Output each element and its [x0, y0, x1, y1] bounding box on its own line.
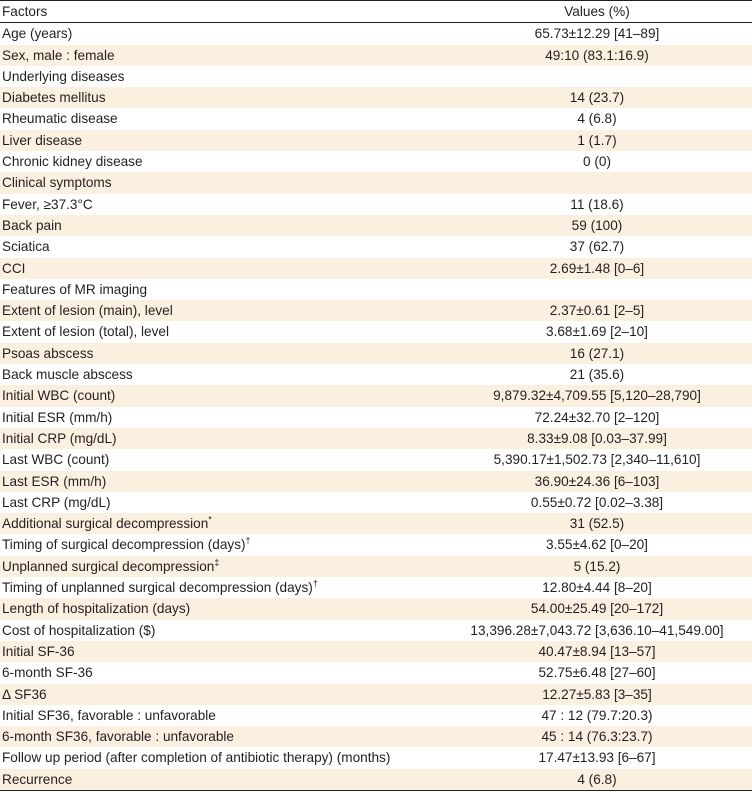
value-cell: 45 : 14 (76.3:23.7)	[541, 729, 653, 745]
value-cell: 47 : 12 (79.7:20.3)	[541, 707, 653, 723]
table-row	[0, 321, 752, 342]
factor-cell	[0, 407, 440, 428]
factor-label: Initial CRP (mg/dL)	[2, 430, 117, 446]
factor-label: Last WBC (count)	[2, 452, 110, 468]
factor-cell	[0, 620, 440, 641]
factor-cell	[0, 45, 440, 66]
factor-cell	[0, 471, 440, 492]
value-cell	[440, 279, 752, 300]
factor-label: CCI	[2, 260, 26, 276]
table-row	[0, 641, 752, 662]
factor-cell	[0, 641, 440, 662]
factor-cell	[0, 556, 440, 577]
factor-cell	[0, 684, 440, 705]
factor-label: Sciatica	[2, 239, 50, 255]
value-cell	[440, 172, 752, 193]
table-row	[0, 513, 752, 534]
table-row	[0, 87, 752, 108]
factor-cell	[0, 236, 440, 257]
factor-cell	[0, 108, 440, 129]
footnote-marker: †	[245, 535, 251, 546]
factor-label: Extent of lesion (main), level	[2, 303, 173, 319]
factor-label: Timing of unplanned surgical decompression (days)	[2, 580, 313, 596]
factor-label: Initial ESR (mm/h)	[2, 409, 113, 425]
factor-label: Clinical symptoms	[2, 175, 112, 191]
factor-cell	[0, 513, 440, 534]
factor-label: 6-month SF-36	[2, 665, 93, 681]
header-values: Values (%)	[440, 1, 752, 23]
value-cell: 0 (0)	[583, 154, 611, 170]
table-row	[0, 492, 752, 513]
factor-cell	[0, 747, 440, 768]
value-cell: 13,396.28±7,043.72 [3,636.10–41,549.00]	[470, 622, 724, 638]
factor-cell	[0, 492, 440, 513]
factor-cell	[0, 321, 440, 342]
value-cell: 14 (23.7)	[569, 90, 625, 106]
factor-label: Length of hospitalization (days)	[2, 601, 191, 617]
factor-label: Extent of lesion (total), level	[2, 324, 169, 340]
table-row	[0, 300, 752, 321]
value-cell: 49:10 (83.1:16.9)	[545, 47, 649, 63]
factor-cell	[0, 364, 440, 385]
factor-label: 6-month SF36, favorable : unfavorable	[2, 729, 234, 745]
factor-label: Back muscle abscess	[2, 367, 133, 383]
table-row	[0, 534, 752, 555]
table-row	[0, 428, 752, 449]
factor-label: Additional surgical decompression	[2, 516, 209, 532]
factor-label: Cost of hospitalization ($)	[2, 622, 156, 638]
table-row	[0, 23, 752, 45]
table-row	[0, 236, 752, 257]
factor-cell	[0, 151, 440, 172]
table-row	[0, 45, 752, 66]
factor-cell	[0, 66, 440, 87]
factor-label: Diabetes mellitus	[2, 90, 106, 106]
table-row	[0, 620, 752, 641]
value-cell: 1 (1.7)	[577, 132, 617, 148]
value-cell: 31 (52.5)	[569, 516, 625, 532]
table-row	[0, 726, 752, 747]
value-cell: 17.47±13.93 [6–67]	[538, 750, 656, 766]
factor-cell	[0, 194, 440, 215]
table-row	[0, 258, 752, 279]
footnote-marker: †	[312, 578, 318, 589]
value-cell: 40.47±8.94 [13–57]	[538, 643, 656, 659]
value-cell: 3.68±1.69 [2–10]	[546, 324, 648, 340]
value-cell: 16 (27.1)	[569, 345, 625, 361]
table-row	[0, 449, 752, 470]
factor-label: Psoas abscess	[2, 345, 94, 361]
factor-cell	[0, 598, 440, 619]
factor-cell	[0, 534, 440, 555]
table-row	[0, 705, 752, 726]
table-row	[0, 279, 752, 300]
value-cell: 36.90±24.36 [6–103]	[534, 473, 660, 489]
factor-label: Underlying diseases	[2, 68, 125, 84]
factor-label: Last ESR (mm/h)	[2, 473, 107, 489]
factor-cell	[0, 449, 440, 470]
value-cell: 5,390.17±1,502.73 [2,340–11,610]	[493, 452, 701, 468]
value-cell: 2.69±1.48 [0–6]	[549, 260, 645, 276]
table-row	[0, 364, 752, 385]
factor-cell	[0, 23, 440, 45]
value-cell: 72.24±32.70 [2–120]	[534, 409, 660, 425]
value-cell: 4 (6.8)	[577, 111, 617, 127]
factor-label: Fever, ≥37.3°C	[2, 196, 93, 212]
value-cell: 21 (35.6)	[569, 367, 625, 383]
table-row	[0, 684, 752, 705]
factor-label: Follow up period (after completion of antibiotic therapy) (months)	[2, 750, 391, 766]
value-cell: 52.75±6.48 [27–60]	[538, 665, 656, 681]
factor-label: Liver disease	[2, 132, 83, 148]
factor-cell	[0, 662, 440, 683]
table-row	[0, 108, 752, 129]
value-cell: 9,879.32±4,709.55 [5,120–28,790]	[493, 388, 701, 404]
factor-label: Timing of surgical decompression (days)	[2, 537, 246, 553]
factor-cell	[0, 279, 440, 300]
table-body	[0, 23, 752, 791]
table-row	[0, 385, 752, 406]
table-row	[0, 471, 752, 492]
footnote-marker: ‡	[214, 557, 220, 568]
table-row	[0, 598, 752, 619]
table-row	[0, 747, 752, 768]
table-row	[0, 556, 752, 577]
factor-cell	[0, 343, 440, 364]
factor-label: Chronic kidney disease	[2, 154, 143, 170]
value-cell	[440, 66, 752, 87]
value-cell: 0.55±0.72 [0.02–3.38]	[530, 494, 664, 510]
value-cell: 65.73±12.29 [41–89]	[534, 26, 660, 42]
factor-label: Unplanned surgical decompression	[2, 558, 215, 574]
table-row	[0, 130, 752, 151]
table-row	[0, 172, 752, 193]
factor-cell	[0, 705, 440, 726]
value-cell: 12.80±4.44 [8–20]	[542, 580, 652, 596]
value-cell: 8.33±9.08 [0.03–37.99]	[527, 430, 667, 446]
value-cell: 54.00±25.49 [20–172]	[530, 601, 664, 617]
value-cell: 11 (18.6)	[570, 196, 624, 212]
table-row	[0, 769, 752, 791]
factor-label: Back pain	[2, 217, 62, 233]
factor-label: Initial SF-36	[2, 643, 75, 659]
factor-cell	[0, 577, 440, 598]
value-cell: 5 (15.2)	[573, 558, 621, 574]
value-cell: 12.27±5.83 [3–35]	[542, 686, 652, 702]
factor-label: Δ SF36	[2, 686, 47, 702]
factor-label: Rheumatic disease	[2, 111, 118, 127]
factor-label: Initial SF36, favorable : unfavorable	[2, 707, 216, 723]
factor-cell	[0, 258, 440, 279]
value-cell: 59 (100)	[571, 217, 623, 233]
header-row	[0, 1, 752, 23]
footnote-marker: *	[208, 514, 212, 525]
value-cell: 37 (62.7)	[569, 239, 625, 255]
factor-cell	[0, 130, 440, 151]
table-row	[0, 407, 752, 428]
table-row	[0, 66, 752, 87]
factor-cell	[0, 300, 440, 321]
value-cell: 2.37±0.61 [2–5]	[549, 303, 645, 319]
value-cell: 3.55±4.62 [0–20]	[546, 537, 648, 553]
factor-label: Features of MR imaging	[2, 281, 148, 297]
header-factors: Factors	[0, 1, 440, 23]
factor-label: Last CRP (mg/dL)	[2, 494, 111, 510]
factor-label: Age (years)	[2, 26, 73, 42]
table-row	[0, 215, 752, 236]
factor-cell	[0, 428, 440, 449]
table-row	[0, 151, 752, 172]
factor-cell	[0, 172, 440, 193]
table-row	[0, 194, 752, 215]
factor-cell	[0, 215, 440, 236]
value-cell: 4 (6.8)	[440, 769, 752, 791]
table-header	[0, 1, 752, 23]
factor-cell	[0, 385, 440, 406]
factor-cell	[0, 726, 440, 747]
factor-label: Sex, male : female	[2, 47, 115, 63]
table-row	[0, 577, 752, 598]
factor-label: Recurrence	[2, 771, 73, 787]
factor-label: Initial WBC (count)	[2, 388, 116, 404]
table-row	[0, 343, 752, 364]
table-row	[0, 662, 752, 683]
factor-cell	[0, 87, 440, 108]
factor-cell	[0, 769, 440, 791]
